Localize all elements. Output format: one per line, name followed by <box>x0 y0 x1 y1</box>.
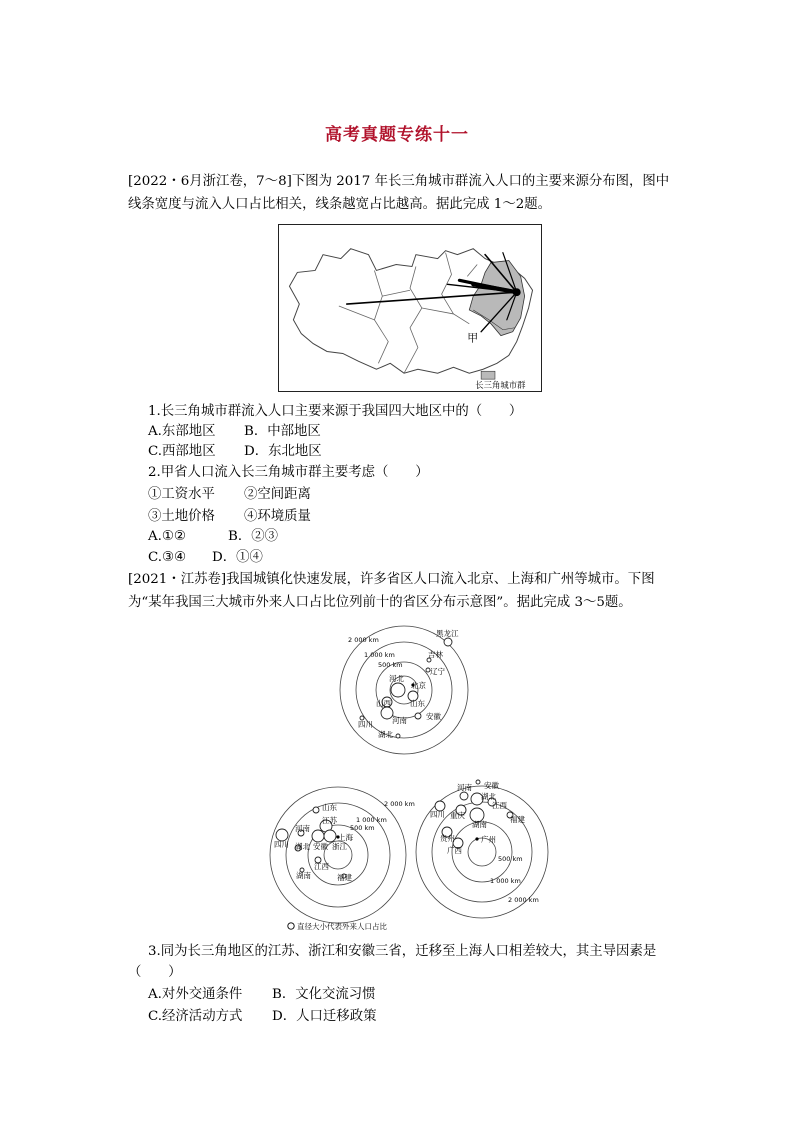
q2-choice-1: ①工资水平 <box>148 487 215 502</box>
bj-label-1000km: 1 000 km <box>364 651 395 659</box>
q2-option-c: C.③④ <box>148 550 187 565</box>
intro-paragraph-2: [2021・江苏卷]我国城镇化快速发展，许多省区人口流入北京、上海和广州等城市。下图为“某年我国三大城市外来人口占比位列前十的省区分布示意图”。据此完成 3～5题。 <box>128 572 655 610</box>
sh-label-hunan: 湖南 <box>296 871 311 880</box>
figure-legend-label: 直径大小代表外来人口占比 <box>297 922 387 931</box>
bj-label-hebei: 河北 <box>389 674 404 683</box>
legend-circle-icon <box>288 923 294 929</box>
bj-label-liaoning: 辽宁 <box>430 667 445 676</box>
sh-label-henan: 河南 <box>295 824 310 833</box>
bj-label-center: 北京 <box>411 681 426 690</box>
q3-option-a: A.对外交通条件 <box>148 987 243 1002</box>
q1-option-c: C.西部地区 <box>148 444 216 459</box>
intro-paragraph-1: [2022・6月浙江卷，7～8]下图为 2017 年长三角城市群流入人口的主要来源分布图，图中线条宽度与流入人口占比相关，线条越宽占比越高。据此完成 1～2题。 <box>128 174 670 212</box>
bj-label-2000km: 2 000 km <box>348 636 379 644</box>
gz-label-center: 广州 <box>481 835 496 844</box>
sh-label-1000km: 1 000 km <box>356 816 387 824</box>
sh-label-shandong: 山东 <box>322 803 337 812</box>
gz-label-guangxi: 广西 <box>447 846 462 855</box>
question-3-stem: 3.同为长三角地区的江苏、浙江和安徽三省，迁移至上海人口相差较大，其主导因素是 <box>148 944 657 959</box>
gz-label-500km: 500 km <box>498 855 523 863</box>
bj-label-shanxi: 山西 <box>376 699 391 708</box>
gz-label-jiangxi: 江西 <box>492 801 507 810</box>
sh-label-fujian: 福建 <box>337 873 352 882</box>
gz-label-1000km: 1 000 km <box>490 877 521 885</box>
q2-choice-2: ②空间距离 <box>244 487 311 502</box>
sh-label-500km: 500 km <box>350 824 375 832</box>
gz-label-hubei: 湖北 <box>481 792 496 801</box>
q2-option-a: A.①② <box>148 529 186 544</box>
bj-label-heilongjiang: 黑龙江 <box>436 629 459 638</box>
gz-label-2000km: 2 000 km <box>508 896 539 904</box>
sh-label-center: 上海 <box>338 833 353 842</box>
bj-label-anhui: 安徽 <box>426 712 441 721</box>
sh-label-2000km: 2 000 km <box>384 800 415 808</box>
q2-choice-4: ④环境质量 <box>244 509 311 524</box>
gz-label-anhui: 安徽 <box>484 781 499 790</box>
gz-label-guizhou: 贵州 <box>440 834 455 843</box>
gz-label-henan: 河南 <box>457 783 472 792</box>
gz-label-chongqing: 重庆 <box>450 811 465 820</box>
gz-label-sichuan: 四川 <box>430 810 445 819</box>
gz-label-hunan: 湖南 <box>472 820 487 829</box>
q3-option-c: C.经济活动方式 <box>148 1009 243 1024</box>
question-2-stem: 2.甲省人口流入长三角城市群主要考虑（ ） <box>148 465 429 480</box>
map-label-jia: 甲 <box>467 331 479 345</box>
sh-label-hubei: 湖北 <box>295 842 310 851</box>
bj-label-hubei: 湖北 <box>378 730 393 739</box>
gz-label-fujian: 福建 <box>510 815 525 824</box>
map-legend-label: 长三角城市群 <box>475 380 526 391</box>
sh-label-jiangxi: 江西 <box>314 862 329 871</box>
question-3-bracket: （ ） <box>128 965 182 980</box>
sh-label-sichuan: 四川 <box>274 840 289 849</box>
q1-option-d: D．东北地区 <box>244 444 322 459</box>
bj-label-jilin: 吉林 <box>428 650 443 659</box>
question-1-stem: 1.长三角城市群流入人口主要来源于我国四大地区中的（ ） <box>148 404 523 419</box>
bj-label-sichuan: 四川 <box>358 720 373 729</box>
q3-option-d: D．人口迁移政策 <box>272 1009 377 1024</box>
page-title: 高考真题专练十一 <box>325 125 469 145</box>
q2-option-b: B．②③ <box>228 529 279 544</box>
bj-label-500km: 500 km <box>378 661 403 669</box>
sh-label-jiangsu: 江苏 <box>322 816 337 825</box>
sh-label-zhejiang: 浙江 <box>332 842 347 851</box>
q1-option-a: A.东部地区 <box>148 424 216 439</box>
q1-option-b: B．中部地区 <box>244 424 321 439</box>
bj-label-shandong: 山东 <box>410 699 425 708</box>
q3-option-b: B．文化交流习惯 <box>272 987 376 1002</box>
q2-choice-3: ③土地价格 <box>148 509 215 524</box>
bj-label-henan: 河南 <box>392 716 407 725</box>
q2-option-d: D．①④ <box>212 550 263 565</box>
sh-label-anhui: 安徽 <box>313 842 328 851</box>
